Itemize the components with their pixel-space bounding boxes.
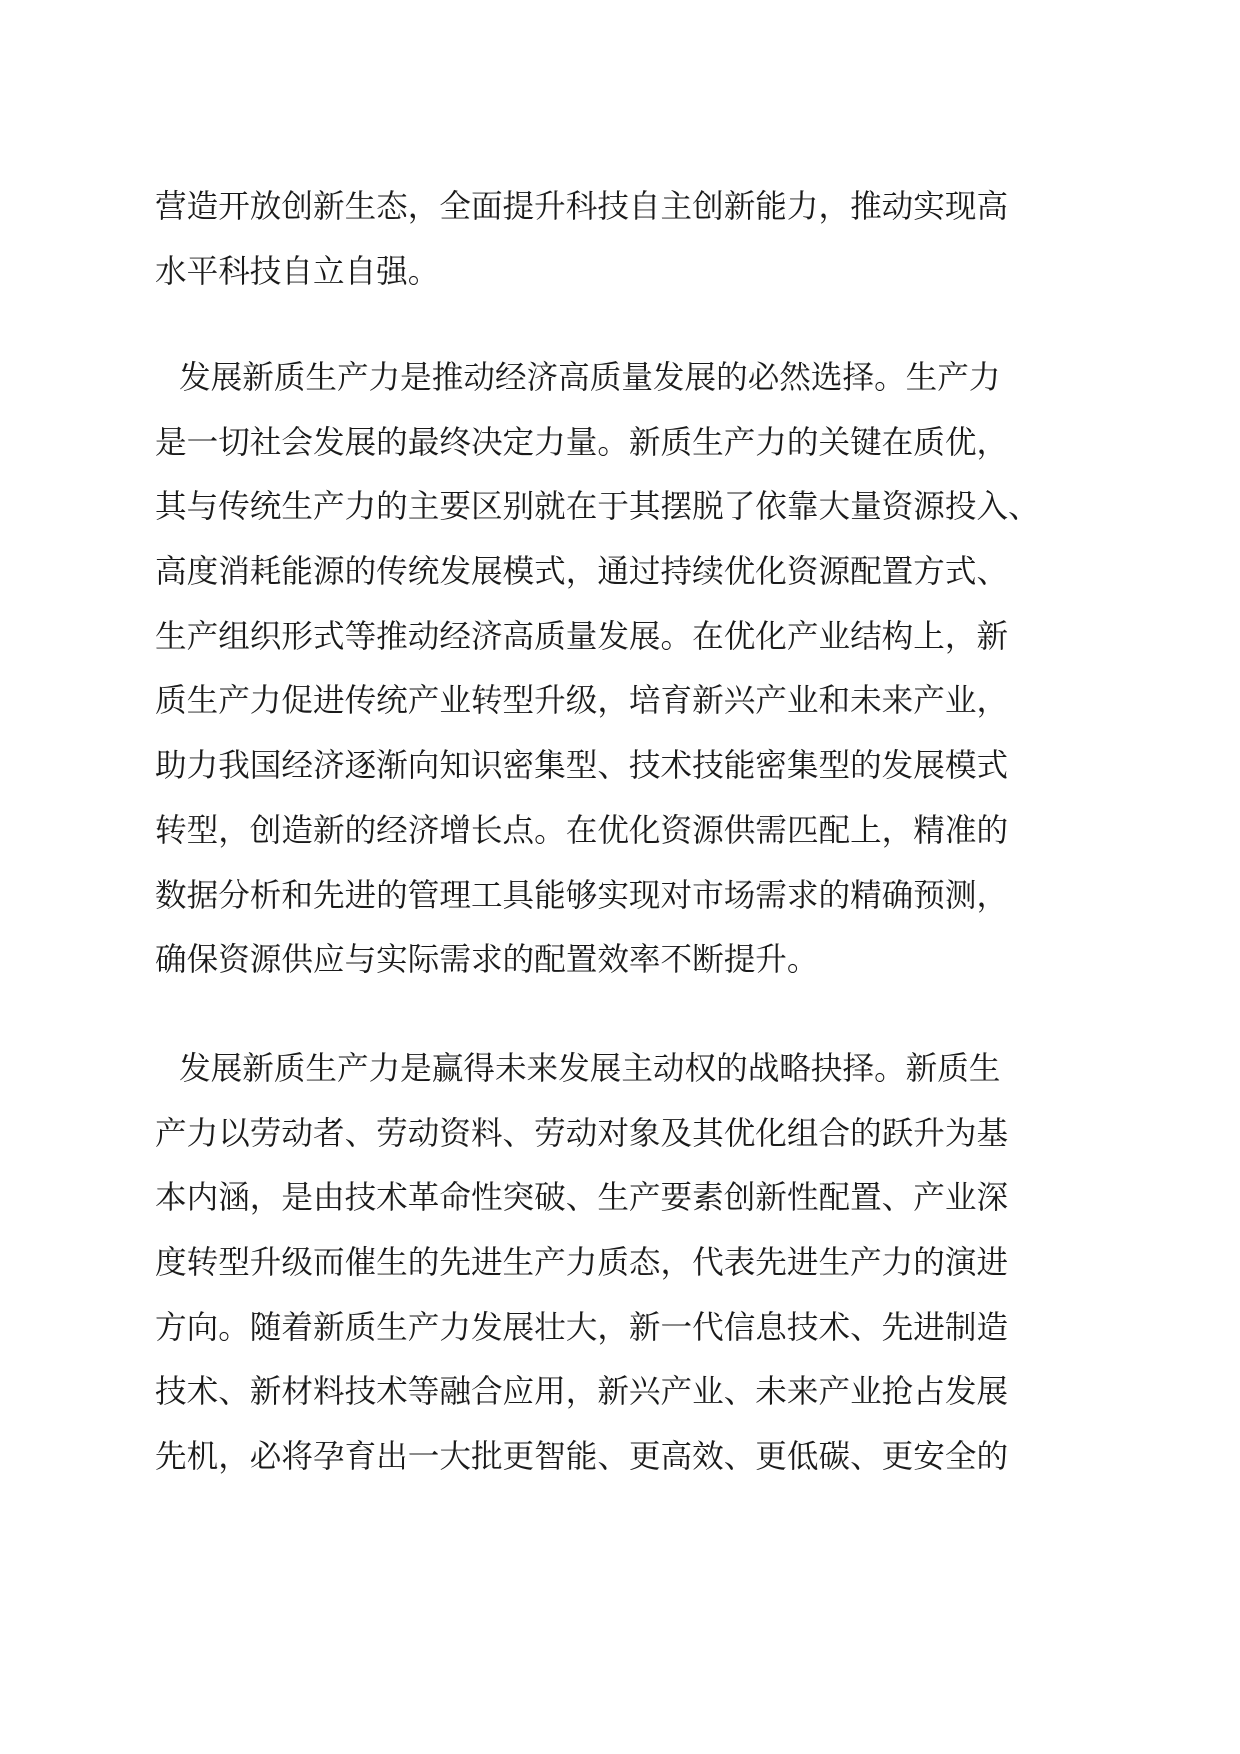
text-line: 发展新质生产力是推动经济高质量发展的必然选择。生产力 — [179, 360, 1001, 396]
text-line: 度转型升级而催生的先进生产力质态，代表先进生产力的演进 — [155, 1245, 1009, 1282]
text-line: 本内涵，是由技术革命性突破、生产要素创新性配置、产业深 — [155, 1180, 1009, 1217]
text-line: 水平科技自立自强。 — [155, 253, 440, 290]
text-line: 营造开放创新生态，全面提升科技自主创新能力，推动实现高 — [155, 189, 1009, 225]
text-line: 是一切社会发展的最终决定力量。新质生产力的关键在质优， — [155, 424, 1009, 461]
text-line: 发展新质生产力是赢得未来发展主动权的战略抉择。新质生 — [179, 1051, 1001, 1087]
paragraph-continued — [155, 175, 1115, 304]
text-line: 其与传统生产力的主要区别就在于其摆脱了依靠大量资源投入、 — [155, 489, 1040, 526]
text-line: 生产组织形式等推动经济高质量发展。在优化产业结构上，新 — [155, 618, 1009, 655]
text-line: 技术、新材料技术等融合应用，新兴产业、未来产业抢占发展 — [155, 1374, 1009, 1411]
paragraph-economic-development — [155, 346, 1115, 993]
text-line: 先机，必将孕育出一大批更智能、更高效、更低碳、更安全的 — [155, 1439, 1009, 1476]
text-line: 产力以劳动者、劳动资料、劳动对象及其优化组合的跃升为基 — [155, 1115, 1009, 1152]
text-line: 助力我国经济逐渐向知识密集型、技术技能密集型的发展模式 — [155, 748, 1009, 785]
text-line: 质生产力促进传统产业转型升级，培育新兴产业和未来产业， — [155, 683, 1009, 720]
text-line: 转型，创造新的经济增长点。在优化资源供需匹配上，精准的 — [155, 812, 1009, 849]
text-line: 数据分析和先进的管理工具能够实现对市场需求的精确预测， — [155, 877, 1009, 914]
text-line: 方向。随着新质生产力发展壮大，新一代信息技术、先进制造 — [155, 1309, 1009, 1346]
paragraph-strategic-choice — [155, 1037, 1115, 1490]
text-line: 高度消耗能源的传统发展模式，通过持续优化资源配置方式、 — [155, 554, 1009, 591]
text-line: 确保资源供应与实际需求的配置效率不断提升。 — [155, 942, 819, 979]
